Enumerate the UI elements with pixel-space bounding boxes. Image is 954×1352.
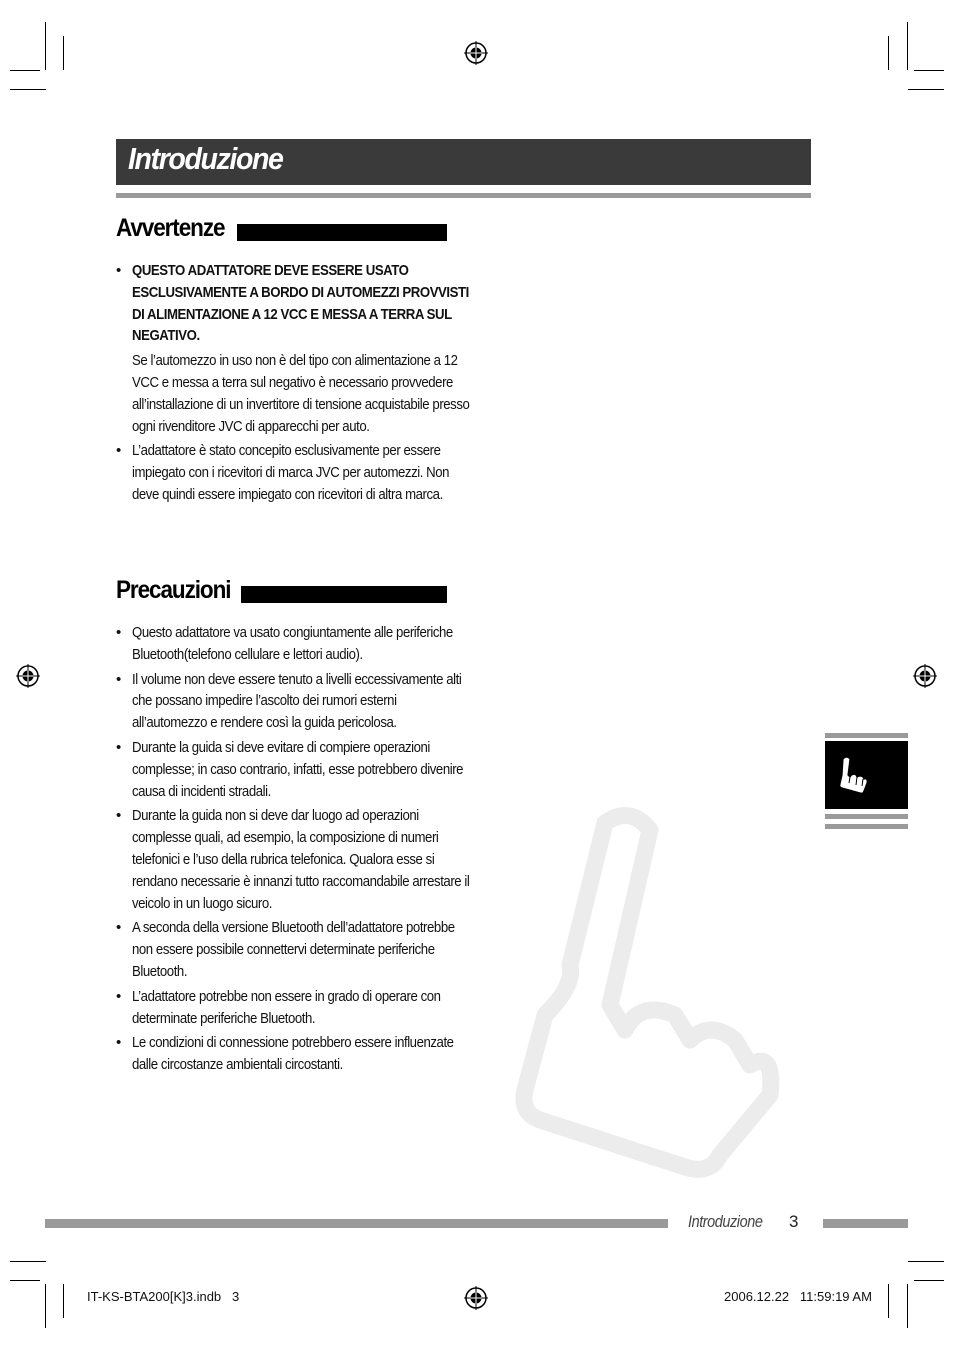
section-heading-avvertenze: Avvertenze (116, 214, 225, 242)
registration-mark-icon (16, 664, 40, 688)
section-heading-bar (237, 224, 447, 241)
footer-rule (823, 1219, 908, 1228)
warning-text: Se l’automezzo in uso non è del tipo con alimentazione a 12 VCC e messa a terra sul negativo è necessario provvedere all’installazione di un invertitore di tensione acquistabile presso ogni rivenditore JVC di apparecchi per auto. (132, 352, 470, 435)
side-tab-rule (825, 824, 908, 829)
list-item: • Durante la guida non si deve dar luogo ad operazioni complesse quali, ad esempio, la composizione di numeri telefonici e l’uso della rubrica telefonica. Qualora esse si rendano necessarie è innanzi tutto raccomandabile arrestare il veicolo in un luogo sicuro. (116, 805, 456, 914)
precaution-text: L’adattatore potrebbe non essere in grado di operare con determinate periferiche Bluetooth. (132, 987, 441, 1027)
side-tab-rule (825, 733, 908, 738)
page-number: 3 (789, 1212, 799, 1231)
side-tab-rule (825, 814, 908, 819)
list-item: • Durante la guida si deve evitare di compiere operazioni complesse; in caso contrario, infatti, esse potrebbero divenire causa di incidenti stradali. (116, 737, 456, 802)
list-item: • Questo adattatore va usato congiuntamente alle periferiche Bluetooth(telefono cellulare e lettori audio). (116, 622, 456, 666)
precaution-text: Le condizioni di connessione potrebbero essere influenzate dalle circostanze ambientali circostanti. (132, 1034, 454, 1074)
hand-pointing-icon (837, 755, 869, 797)
title-underline (116, 193, 811, 198)
precaution-text: Il volume non deve essere tenuto a livelli eccessivamente alti che possano impedire l’ascolto dei rumori esterni all’automezzo e rendere così la guida pericolosa. (132, 670, 462, 732)
section-heading-bar (241, 586, 447, 603)
registration-mark-icon (913, 664, 937, 688)
footer-rule (45, 1219, 668, 1228)
footer-section-label: Introduzione (688, 1212, 763, 1231)
list-item: • L’adattatore potrebbe non essere in grado di operare con determinate periferiche Bluetooth. (116, 986, 456, 1030)
precaution-text: Durante la guida si deve evitare di compiere operazioni complesse; in caso contrario, infatti, esse potrebbero divenire causa di incidenti stradali. (132, 738, 464, 800)
list-item: • A seconda della versione Bluetooth dell’adattatore potrebbe non essere possibile connettervi determinate periferiche Bluetooth. (116, 917, 456, 982)
warning-text: L’adattatore è stato concepito esclusivamente per essere impiegato con i ricevitori di marca JVC per automezzi. Non deve quindi essere impiegato con ricevitori di altra marca. (132, 442, 450, 503)
slug-timestamp: 2006.12.22 11:59:19 AM (724, 1289, 872, 1304)
precaution-text: Durante la guida non si deve dar luogo ad operazioni complesse quali, ad esempio, la composizione di numeri telefonici e l’uso della rubrica telefonica. Qualora esse si rendano necessarie è innanzi tutto raccomandabile arrestare il veicolo in un luogo sicuro. (132, 807, 470, 912)
hand-pointing-watermark-icon (515, 805, 780, 1180)
precaution-text: A seconda della versione Bluetooth dell’adattatore potrebbe non essere possibile connettervi determinate periferiche Bluetooth. (132, 919, 455, 980)
list-item: • L’adattatore è stato concepito esclusivamente per essere impiegato con i ricevitori di marca JVC per automezzi. Non deve quindi essere impiegato con ricevitori di altra marca. (116, 440, 456, 505)
side-tab (825, 741, 908, 809)
page-title: Introduzione (128, 141, 283, 176)
page-title-bar (116, 139, 811, 185)
list-item: • QUESTO ADATTATORE DEVE ESSERE USATO ESCLUSIVAMENTE A BORDO DI AUTOMEZZI PROVVISTI DI ALIMENTAZIONE A 12 VCC E MESSA A TERRA SUL NEGATIVO. Se l’automezzo in uso non è del tipo con alimentazione a 12 VCC e messa a terra sul negativo è necessario provvedere all’installazione di un invertitore di tensione acquistabile presso ogni rivenditore JVC di apparecchi per auto. (116, 260, 456, 437)
slug-filename: IT-KS-BTA200[K]3.indb 3 (87, 1289, 240, 1304)
list-item: • Il volume non deve essere tenuto a livelli eccessivamente alti che possano impedire l’ascolto dei rumori esterni all’automezzo e rendere così la guida pericolosa. (116, 669, 456, 734)
precaution-text: Questo adattatore va usato congiuntamente alle periferiche Bluetooth(telefono cellulare e lettori audio). (132, 624, 453, 663)
registration-mark-icon (464, 1286, 488, 1310)
precautions-list (116, 622, 470, 1076)
section-heading-precauzioni: Precauzioni (116, 576, 231, 604)
list-item: • Le condizioni di connessione potrebbero essere influenzate dalle circostanze ambientali circostanti. (116, 1032, 456, 1076)
registration-mark-icon (464, 41, 488, 65)
warning-bold-text: QUESTO ADATTATORE DEVE ESSERE USATO ESCLUSIVAMENTE A BORDO DI AUTOMEZZI PROVVISTI DI ALIMENTAZIONE A 12 VCC E MESSA A TERRA SUL NEGATIVO. (132, 262, 469, 345)
warnings-list (116, 260, 470, 506)
